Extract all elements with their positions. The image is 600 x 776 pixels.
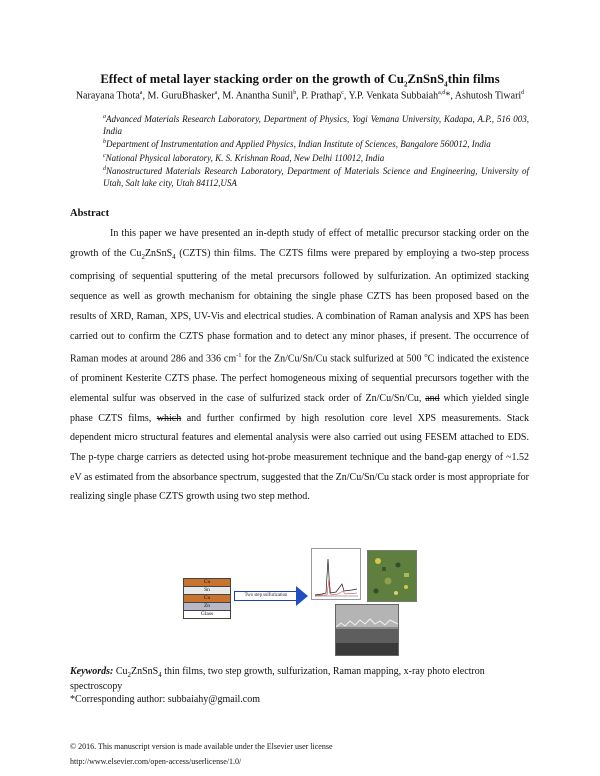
paper-title: Effect of metal layer stacking order on the growth of $Cu_2ZnSnS_4thin$ films [100, 72, 500, 89]
affiliation [103, 112, 529, 137]
stack-layer: Sn [183, 586, 231, 594]
keywords-label: Keywords: [70, 666, 114, 677]
author-separator: , [343, 90, 349, 102]
affiliation [103, 164, 529, 189]
precursor-stack [183, 578, 231, 619]
author-separator: , [296, 90, 302, 102]
affiliation-text: National Physical laboratory, K. S. Krishnan Road, New Delhi 110012, India [105, 152, 385, 163]
raman-map-thumbnail [367, 550, 417, 602]
author-name: M. GuruBhasker [147, 90, 215, 102]
author-separator: , [142, 90, 148, 102]
author-name: Y.P. Venkata Subbaiah [348, 90, 439, 102]
affiliation [103, 137, 529, 151]
author-affiliation-mark: d [521, 90, 525, 96]
affiliation-text: Nanostructured Materials Research Laboratory, Department of Materials Science and Engineering, University of Utah, Salt lake city, Utah 84112,USA [103, 166, 529, 188]
affiliation-mark: c [103, 152, 106, 159]
author-affiliation-mark: b [293, 90, 297, 96]
author-separator: , [450, 90, 455, 102]
stack-layer: Zn [183, 602, 231, 610]
affiliation-mark: b [103, 139, 106, 145]
license-url[interactable]: http://www.elsevier.com/open-access/userlicense/1.0/ [70, 757, 242, 766]
author-affiliation-mark: c [341, 90, 344, 96]
author-affiliation-mark: a,d [438, 90, 446, 96]
author-name: Ashutosh Tiwari [454, 90, 522, 102]
author-separator: , [217, 90, 223, 102]
affiliation [103, 151, 529, 165]
corresponding-author: *Corresponding author: subbaiahy@gmail.com [70, 694, 261, 705]
author-name: M. Anantha Sunil [222, 90, 294, 102]
xrd-plot-thumbnail [311, 548, 361, 600]
author-name: Narayana Thota [75, 90, 140, 102]
graphical-abstract [175, 548, 465, 660]
author-name: P. Prathap [301, 90, 342, 102]
keywords: Keywords: $Cu_2ZnSnS_4$ thin films, two step growth, sulfurization, Raman mapping, x-ray photo electron spectroscopy [70, 666, 485, 692]
corresponding-mark: * [445, 90, 451, 102]
process-arrow-bar [234, 591, 298, 601]
affiliation-mark: a [103, 114, 106, 120]
license-note: © 2016. This manuscript version is made available under the Elsevier user license [70, 742, 333, 751]
abstract-heading: Abstract [70, 208, 110, 219]
sem-image-thumbnail [335, 604, 399, 656]
process-arrow-label: Two step sulfurization [244, 593, 288, 598]
affiliation-text: Department of Instrumentation and Applied Physics, Indian Institute of Sciences, Bangalore 560012, India [106, 139, 491, 149]
arrow-head-icon [296, 586, 308, 606]
stack-layer: Cu [183, 578, 231, 586]
affiliation-mark: d [103, 166, 106, 172]
author-affiliation-mark: a [139, 90, 143, 96]
affiliation-text: Advanced Materials Research Laboratory, Department of Physics, Yogi Vemana University, Kadapa, A.P., 516 003, India [103, 114, 529, 136]
affiliation-list [103, 112, 529, 189]
stack-layer: Cu [183, 594, 231, 602]
stack-layer: Glass [183, 610, 231, 619]
author-list [70, 87, 530, 102]
author-affiliation-mark: a [214, 90, 218, 96]
abstract-body: In this paper we have presented an in-depth study of effect of metallic precursor stacking order on the growth of the $Cu_2ZnSnS_4$ (CZTS) thin films. The CZTS films were prepared by employing a two-step process comprising of sequential sputtering of the metal precursors followed by sulfurization. An optimized stacking sequence as well as growth mechanism for obtaining the single phase CZTS has been proposed based on the results of XRD, Raman, XPS, UV-Vis and electrical studies. A combination of Raman analysis and XPS has been carried out to confirm the CZTS phase formation and to detect any minor phases, if present. The occurrence of Raman modes at around 286 and 336 $cm^{-1}$ for the Zn/Cu/Sn/Cu stack sulfurized at 500 $^o$C indicated the existence of prominent Kesterite CZTS phase. The perfect homogeneous mixing of sequential precursors together with the elemental sulfur was observed in the case of sulfurized stack order of Zn/Cu/Sn/Cu, and which yielded single phase CZTS films, which and further confirmed by high resolution core level XPS measurements. Stack dependent micro structural features and elemental analysis were also carried out using FESEM attached to EDS. The p-type charge carriers as detected using hot-probe measurement technique and the band-gap energy of ~1.52 eV as estimated from the absorbance spectrum, suggested that the Zn/Cu/Sn/Cu stack order is most appropriate for realizing single phase CZTS growth using two step method. [70, 228, 529, 503]
